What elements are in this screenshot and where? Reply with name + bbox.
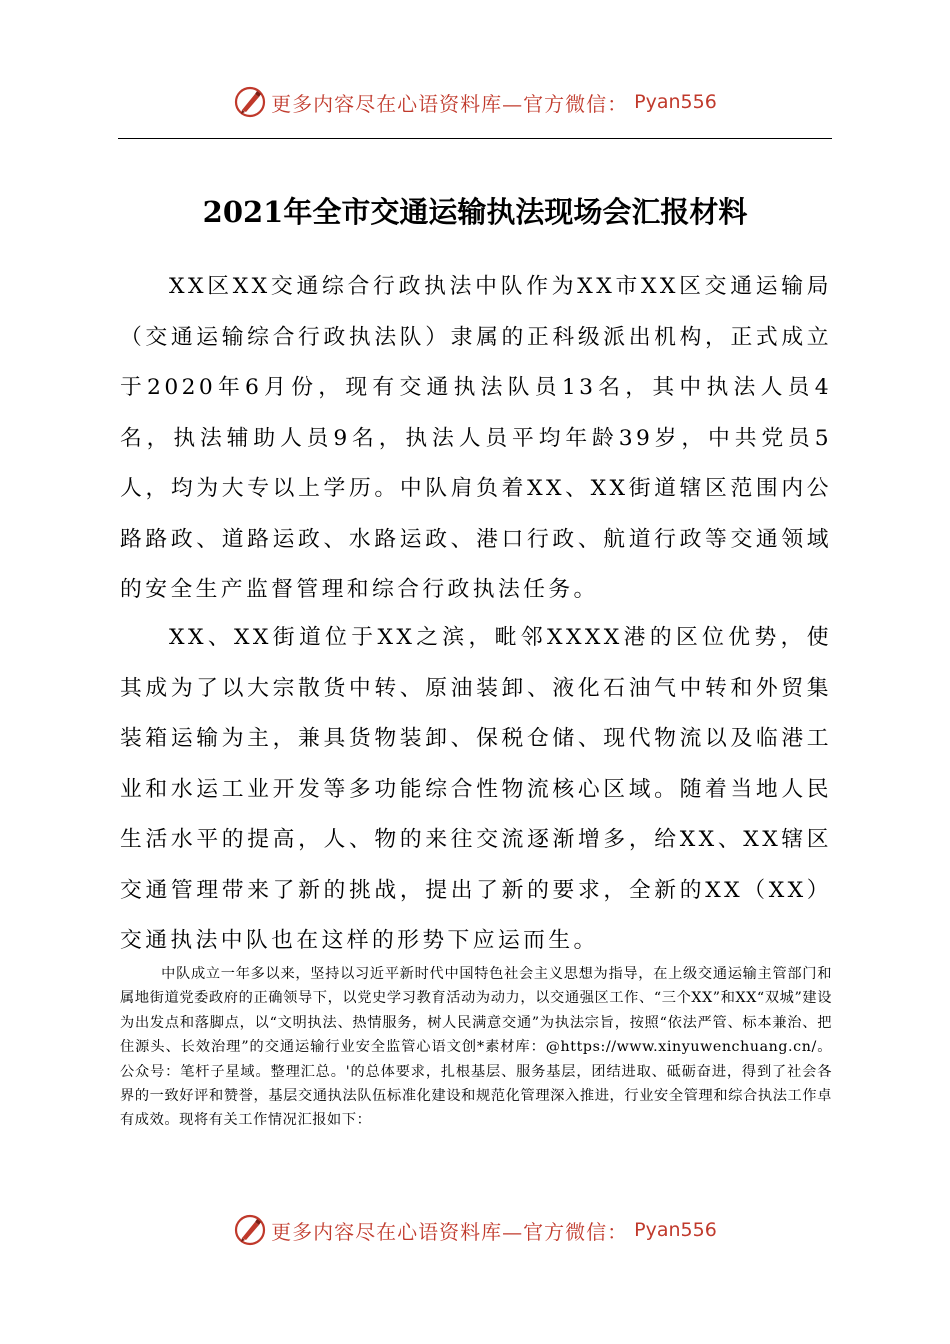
footer-wechat-id: Pyan556: [634, 1219, 717, 1241]
pen-logo-icon: [233, 1213, 267, 1247]
header-banner-text: 更多内容尽在心语资料库—官方微信：: [271, 91, 629, 116]
body-paragraph-2: XX、XX街道位于XX之滨，毗邻XXXX港的区位优势，使其成为了以大宗散货中转、原油装卸、液化石油气中转和外贸集装箱运输为主，兼具货物装卸、保税仓储、现代物流以及临港工业和水运工业开发等多功能综合性物流核心区域。随着当地人民生活水平的提高，人、物的来往交流逐渐增多，给XX、XX辖区交通管理带来了新的挑战，提出了新的要求，全新的XX（XX）交通执法中队也在这样的形势下应运而生。: [120, 625, 832, 953]
body-paragraph-1: XX区XX交通综合行政执法中队作为XX市XX区交通运输局（交通运输综合行政执法队）隶属的正科级派出机构，正式成立于2020年6月份，现有交通执法队员13名，其中执法人员4名，执法辅助人员9名，执法人员平均年龄39岁，中共党员5人，均为大专以上学历。中队肩负着XX、XX街道辖区范围内公路路政、道路运政、水路运政、港口行政、航道行政等交通领域的安全生产监督管理和综合行政执法任务。: [120, 274, 832, 602]
footer-banner-text: 更多内容尽在心语资料库—官方微信：: [271, 1219, 629, 1244]
pen-logo-icon: [233, 85, 267, 119]
document-title: 2021年全市交通运输执法现场会汇报材料: [202, 195, 748, 229]
header-wechat-id: Pyan556: [634, 91, 717, 113]
header-divider: [118, 138, 832, 139]
header-banner: [0, 82, 950, 122]
small-text-paragraph: 中队成立一年多以来，坚持以习近平新时代中国特色社会主义思想为指导，在上级交通运输主管部门和属地街道党委政府的正确领导下，以党史学习教育活动为动力，以交通强区工作、“三个XX”和XX“双城”建设为出发点和落脚点，以“文明执法、热情服务，树人民满意交通”为执法宗旨，按照“依法严管、标本兼治、把住源头、长效治理”的交通运输行业安全监管心语文创*素材库：@https://www.xinyuwenchuang.cn/。公众号：笔杆子星域。整理汇总。'的总体要求，扎根基层、服务基层，团结进取、砥砺奋进，得到了社会各界的一致好评和赞誉，基层交通执法队伍标准化建设和规范化管理深入推进，行业安全管理和综合执法工作卓有成效。现将有关工作情况汇报如下：: [120, 966, 832, 1129]
footer-banner: [0, 1210, 950, 1250]
